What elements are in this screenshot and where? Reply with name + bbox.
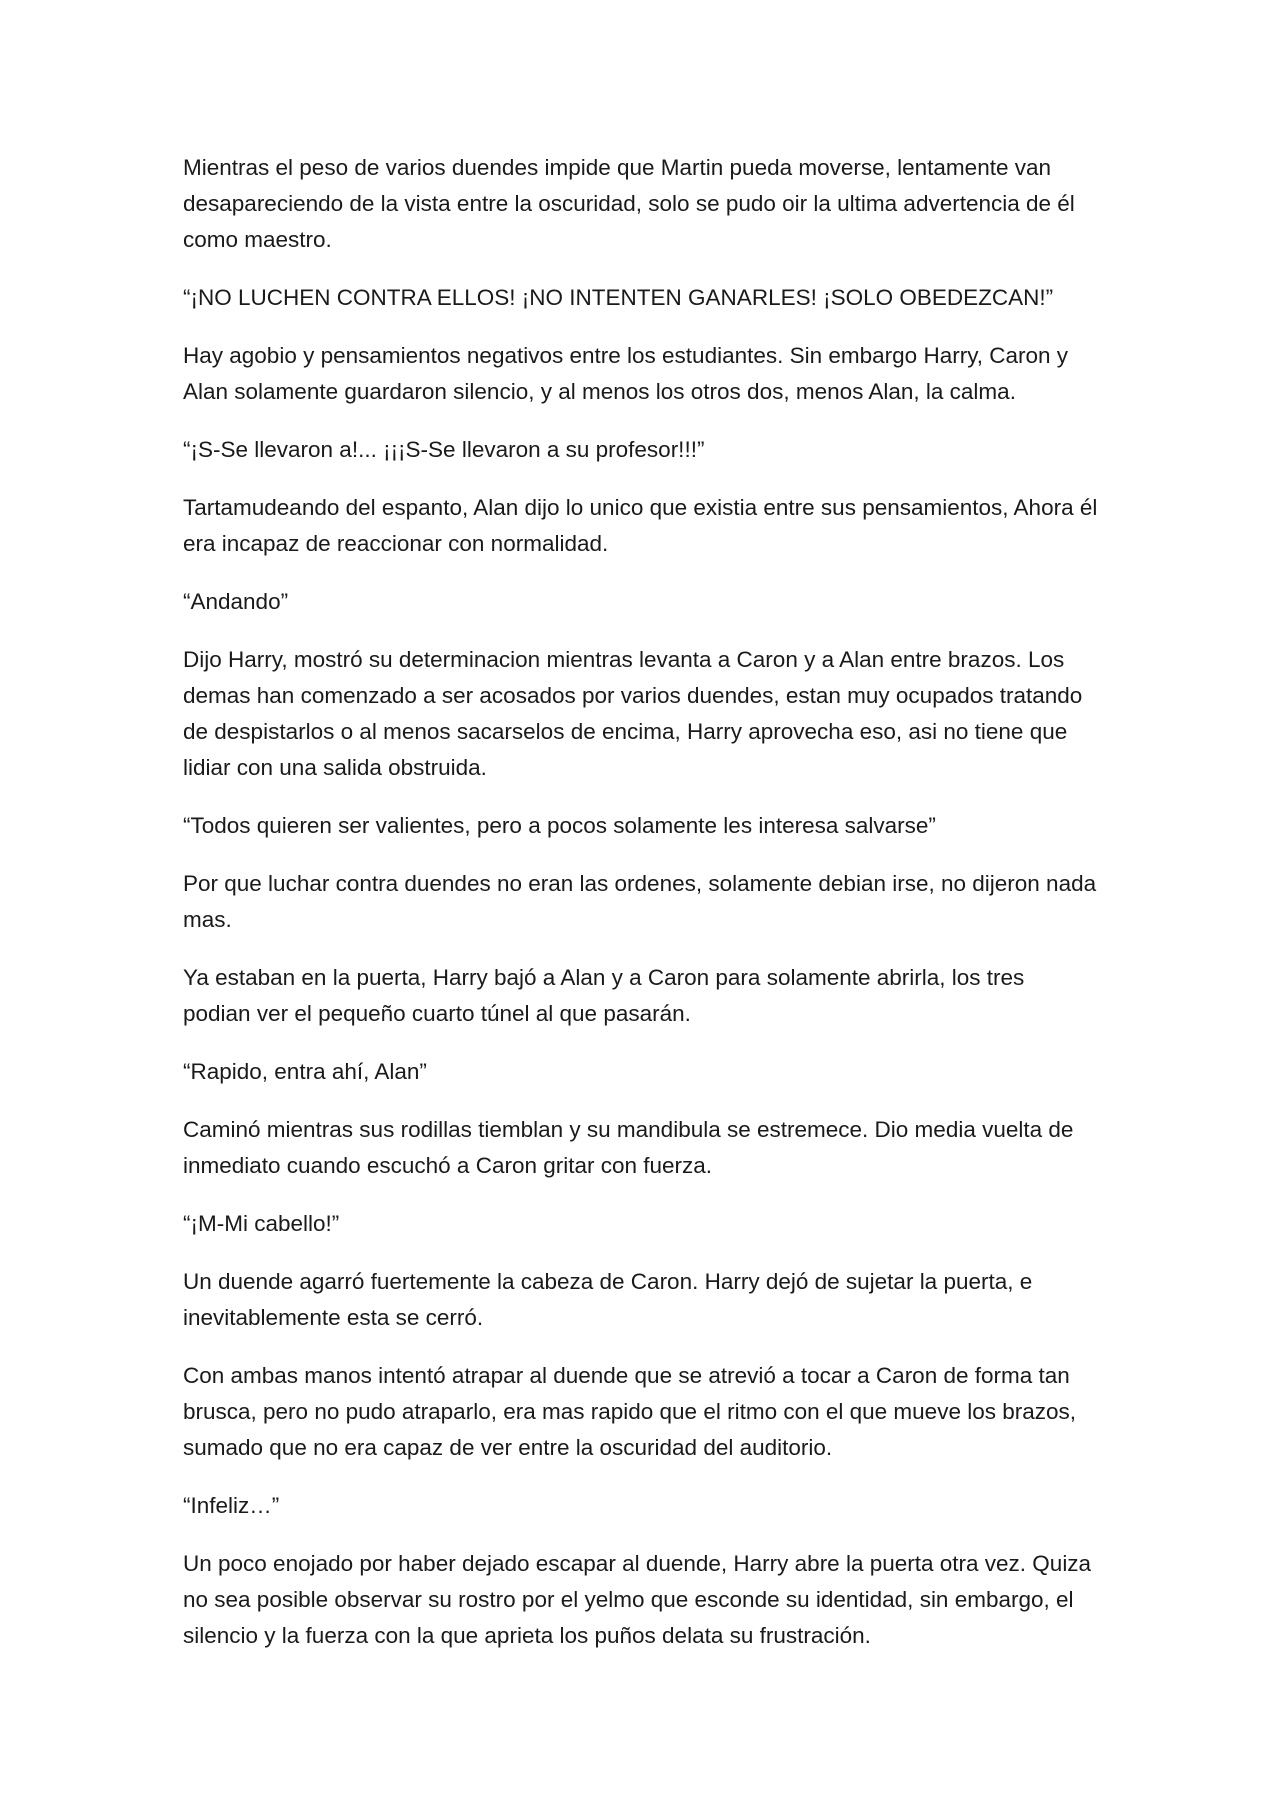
document-body: [183, 150, 1098, 1676]
paragraph: Hay agobio y pensamientos negativos entre los estudiantes. Sin embargo Harry, Caron y Alan solamente guardaron silencio, y al menos los otros dos, menos Alan, la calma.: [183, 343, 1069, 404]
dialogue-line: “Infeliz…”: [183, 1493, 280, 1518]
dialogue-line: “¡NO LUCHEN CONTRA ELLOS! ¡NO INTENTEN GANARLES! ¡SOLO OBEDEZCAN!”: [183, 285, 1054, 310]
dialogue-line: “Rapido, entra ahí, Alan”: [183, 1059, 427, 1084]
dialogue-line: “¡M-Mi cabello!”: [183, 1211, 340, 1236]
paragraph: Tartamudeando del espanto, Alan dijo lo unico que existia entre sus pensamientos, Ahora él era incapaz de reaccionar con normalidad.: [183, 495, 1098, 556]
paragraph: Dijo Harry, mostró su determinacion mientras levanta a Caron y a Alan entre brazos. Los demas han comenzado a ser acosados por varios duendes, estan muy ocupados tratando de despistarlos o al menos sacarselos de encima, Harry aprovecha eso, asi no tiene que lidiar con una salida obstruida.: [183, 647, 1083, 780]
dialogue-line: “¡S-Se llevaron a!... ¡¡¡S-Se llevaron a su profesor!!!”: [183, 437, 705, 462]
paragraph: Caminó mientras sus rodillas tiemblan y su mandibula se estremece. Dio media vuelta de inmediato cuando escuchó a Caron gritar con fuerza.: [183, 1117, 1074, 1178]
paragraph: Un duende agarró fuertemente la cabeza de Caron. Harry dejó de sujetar la puerta, e inevitablemente esta se cerró.: [183, 1269, 1033, 1330]
paragraph: Mientras el peso de varios duendes impide que Martin pueda moverse, lentamente van desapareciendo de la vista entre la oscuridad, solo se pudo oir la ultima advertencia de él como maestro.: [183, 155, 1075, 252]
paragraph: Por que luchar contra duendes no eran las ordenes, solamente debian irse, no dijeron nada mas.: [183, 871, 1097, 932]
paragraph: Un poco enojado por haber dejado escapar al duende, Harry abre la puerta otra vez. Quiza no sea posible observar su rostro por el yelmo que esconde su identidad, sin embargo, el silencio y la fuerza con la que aprieta los puños delata su frustración.: [183, 1551, 1092, 1648]
dialogue-line: “Todos quieren ser valientes, pero a pocos solamente les interesa salvarse”: [183, 813, 936, 838]
paragraph: Con ambas manos intentó atrapar al duende que se atrevió a tocar a Caron de forma tan brusca, pero no pudo atraparlo, era mas rapido que el ritmo con el que mueve los brazos, sumado que no era capaz de ver entre la oscuridad del auditorio.: [183, 1363, 1077, 1460]
dialogue-line: “Andando”: [183, 589, 289, 614]
paragraph: Ya estaban en la puerta, Harry bajó a Alan y a Caron para solamente abrirla, los tres podian ver el pequeño cuarto túnel al que pasarán.: [183, 965, 1025, 1026]
